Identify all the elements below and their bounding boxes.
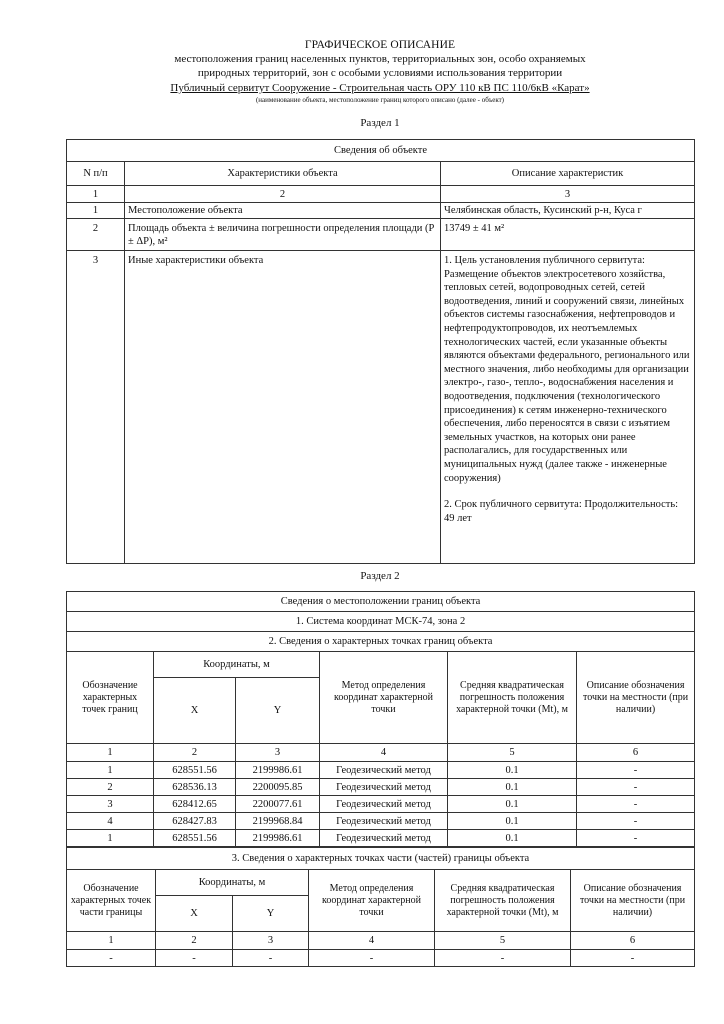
column-number: 2 — [156, 932, 233, 950]
empty-cell: - — [233, 950, 309, 967]
column-header: X — [156, 896, 233, 932]
point-id: 1 — [67, 762, 154, 779]
column-header: Описание характеристик — [441, 162, 695, 186]
column-header: Метод определения координат характерной точки — [320, 652, 448, 744]
boundary-points-table — [66, 591, 695, 847]
column-number: 3 — [233, 932, 309, 950]
empty-cell: - — [156, 950, 233, 967]
column-number: 5 — [435, 932, 571, 950]
point-desc: - — [577, 813, 695, 830]
table-title: Сведения об объекте — [67, 140, 695, 162]
section-2-label: Раздел 2 — [360, 570, 400, 582]
object-info-table — [66, 139, 695, 564]
column-header: Y — [233, 896, 309, 932]
row-number: 2 — [67, 219, 125, 251]
row-characteristic: Местоположение объекта — [125, 203, 441, 219]
document-header — [66, 38, 694, 105]
column-header: Средняя квадратическая погрешность положения характерной точки (Mt), м — [448, 652, 577, 744]
table-row — [67, 796, 695, 813]
point-method: Геодезический метод — [320, 813, 448, 830]
point-method: Геодезический метод — [320, 830, 448, 847]
point-x: 628551.56 — [154, 830, 236, 847]
table-title: Сведения о местоположении границ объекта — [67, 592, 695, 612]
row-value: Челябинская область, Кусинский р-н, Куса г — [441, 203, 695, 219]
column-number: 6 — [577, 744, 695, 762]
header-line-1: местоположения границ населенных пунктов, территориальных зон, особо охраняемых — [174, 53, 586, 65]
column-number: 2 — [125, 186, 441, 203]
point-desc: - — [577, 830, 695, 847]
column-header: Обозначение характерных точек части границы — [67, 870, 156, 932]
column-number: 4 — [320, 744, 448, 762]
point-y: 2200077.61 — [236, 796, 320, 813]
point-error: 0.1 — [448, 779, 577, 796]
column-number: 2 — [154, 744, 236, 762]
point-y: 2199986.61 — [236, 830, 320, 847]
point-error: 0.1 — [448, 830, 577, 847]
column-header: Координаты, м — [154, 652, 320, 678]
column-header: Метод определения координат характерной точки — [309, 870, 435, 932]
column-header: Координаты, м — [156, 870, 309, 896]
column-number: 5 — [448, 744, 577, 762]
coordinate-system: 1. Система координат МСК-74, зона 2 — [67, 612, 695, 632]
row-value: 13749 ± 41 м² — [441, 219, 695, 251]
table-row — [67, 762, 695, 779]
point-x: 628427.83 — [154, 813, 236, 830]
empty-cell: - — [67, 950, 156, 967]
point-id: 4 — [67, 813, 154, 830]
point-x: 628551.56 — [154, 762, 236, 779]
empty-cell: - — [571, 950, 695, 967]
header-line-2: природных территорий, зон с особыми условиями использования территории — [197, 67, 563, 79]
empty-cell: - — [435, 950, 571, 967]
section-1-label: Раздел 1 — [360, 117, 400, 129]
point-y: 2199968.84 — [236, 813, 320, 830]
point-desc: - — [577, 779, 695, 796]
table-row — [67, 830, 695, 847]
value-paragraph-2: 2. Срок публичного сервитута: Продолжительность: 49 лет — [444, 499, 679, 524]
column-number: 6 — [571, 932, 695, 950]
table-row — [67, 251, 695, 564]
object-caption: (наименование объекта, местоположение границ которого описано (далее - объект) — [255, 96, 505, 104]
points-subtitle: 2. Сведения о характерных точках границ объекта — [67, 632, 695, 652]
column-number: 1 — [67, 186, 125, 203]
column-number: 1 — [67, 744, 154, 762]
document-title: ГРАФИЧЕСКОЕ ОПИСАНИЕ — [304, 39, 456, 51]
part-boundary-points-table — [66, 847, 695, 967]
point-method: Геодезический метод — [320, 796, 448, 813]
point-desc: - — [577, 762, 695, 779]
table-row — [67, 813, 695, 830]
column-header: Описание обозначения точки на местности (при наличии) — [571, 870, 695, 932]
column-header: Y — [236, 678, 320, 744]
point-x: 628412.65 — [154, 796, 236, 813]
point-id: 3 — [67, 796, 154, 813]
column-number: 1 — [67, 932, 156, 950]
table-row — [67, 779, 695, 796]
point-id: 2 — [67, 779, 154, 796]
row-number: 3 — [67, 251, 125, 564]
point-method: Геодезический метод — [320, 762, 448, 779]
column-number: 3 — [441, 186, 695, 203]
point-desc: - — [577, 796, 695, 813]
point-x: 628536.13 — [154, 779, 236, 796]
column-header: Описание обозначения точки на местности (при наличии) — [577, 652, 695, 744]
column-header: Средняя квадратическая погрешность положения характерной точки (Mt), м — [435, 870, 571, 932]
point-error: 0.1 — [448, 762, 577, 779]
point-y: 2199986.61 — [236, 762, 320, 779]
point-y: 2200095.85 — [236, 779, 320, 796]
value-paragraph-1: 1. Цель установления публичного сервитута: Размещение объектов электросетевого хозяйства, тепловых сетей, водопроводных сетей, сетей водоотведения, линий и сооружений связи, линейных объектов системы газоснабжения, нефтепроводов и нефтепродуктопроводов, их неотъемлемых технологических частей, если указанные объекты являются объектами федерального, регионального или местного значения, либо необходимы для организации электро-, газо-, тепло-, водоснабжения населения и водоотведения, подключения (технологического присоединения) к сетям инженерно-технического обеспечения, либо переносятся в связи с изъятием земельных участков, на которых они ранее располагались, для государственных или муниципальных нужд (далее также - инженерные сооружения) — [444, 255, 690, 484]
point-method: Геодезический метод — [320, 779, 448, 796]
point-id: 1 — [67, 830, 154, 847]
column-number: 3 — [236, 744, 320, 762]
table-row — [67, 203, 695, 219]
point-error: 0.1 — [448, 796, 577, 813]
row-value — [441, 251, 695, 564]
row-characteristic: Иные характеристики объекта — [125, 251, 441, 564]
table-title: 3. Сведения о характерных точках части (частей) границы объекта — [67, 848, 695, 870]
object-name: Публичный сервитут Сооружение - Строительная часть ОРУ 110 кВ ПС 110/6кВ «Карат» — [170, 82, 590, 94]
point-error: 0.1 — [448, 813, 577, 830]
column-header: X — [154, 678, 236, 744]
table-row — [67, 219, 695, 251]
empty-cell: - — [309, 950, 435, 967]
column-header: Характеристики объекта — [125, 162, 441, 186]
table-row — [67, 950, 695, 967]
column-header: N п/п — [67, 162, 125, 186]
column-header: Обозначение характерных точек границ — [67, 652, 154, 744]
column-number: 4 — [309, 932, 435, 950]
row-number: 1 — [67, 203, 125, 219]
row-characteristic: Площадь объекта ± величина погрешности определения площади (P ± ΔP), м² — [125, 219, 441, 251]
